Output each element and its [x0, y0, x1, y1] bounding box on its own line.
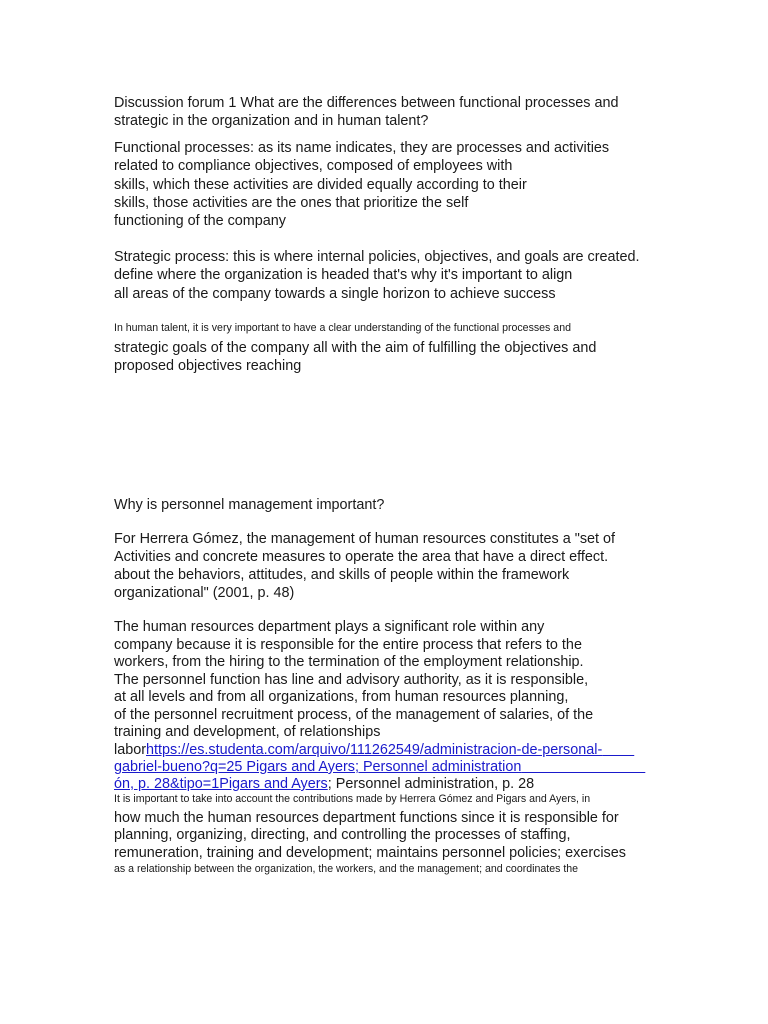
- labor-link-line: [114, 741, 634, 759]
- functional-line: skills, those activities are the ones that prioritize the self: [114, 195, 469, 211]
- strategic-line: all areas of the company towards a single horizon to achieve success: [114, 286, 556, 302]
- functional-line: skills, which these activities are divided equally according to their: [114, 177, 527, 193]
- herrera-line: Activities and concrete measures to operate the area that have a direct effect.: [114, 549, 609, 565]
- hr-department-line: The human resources department plays a significant role within any: [114, 619, 545, 635]
- link-line-2: [114, 758, 645, 776]
- human-talent-line: proposed objectives reaching: [114, 358, 302, 374]
- strategic-line: define where the organization is headed that's why it's important to align: [114, 267, 573, 283]
- herrera-line: For Herrera Gómez, the management of human resources constitutes a "set of: [114, 531, 616, 547]
- hr-department-line: company because it is responsible for the entire process that refers to the: [114, 637, 582, 653]
- functions-line: how much the human resources department functions since it is responsible for: [114, 810, 619, 826]
- functional-line: related to compliance objectives, composed of employees with: [114, 158, 513, 174]
- functional-line: Functional processes: as its name indicates, they are processes and activities: [114, 140, 610, 156]
- hr-department-line: The personnel function has line and advisory authority, as it is responsible,: [114, 672, 589, 688]
- studenta-source-link[interactable]: https://es.studenta.com/arquivo/111262549/administracion-de-personal-: [146, 742, 603, 758]
- functional-line: functioning of the company: [114, 213, 286, 229]
- strategic-line: Strategic process: this is where internal policies, objectives, and goals are created.: [114, 249, 640, 265]
- link-line-3: [114, 775, 534, 793]
- herrera-line: about the behaviors, attitudes, and skills of people within the framework: [114, 567, 570, 583]
- link-underline-pad[interactable]: [602, 742, 634, 758]
- title-line-2: strategic in the organization and in human talent?: [114, 113, 429, 129]
- functions-line: remuneration, training and development; maintains personnel policies; exercises: [114, 845, 626, 861]
- citation-suffix: ; Personnel administration, p. 28: [327, 776, 535, 792]
- human-talent-small-line: In human talent, it is very important to have a clear understanding of the functional processes and: [114, 322, 571, 334]
- human-talent-line: strategic goals of the company all with the aim of fulfilling the objectives and: [114, 340, 597, 356]
- title-line-1: Discussion forum 1 What are the differences between functional processes and: [114, 95, 619, 111]
- hr-department-line: of the personnel recruitment process, of the management of salaries, of the: [114, 707, 594, 723]
- link-underline-pad[interactable]: [521, 759, 645, 775]
- studenta-source-link-end[interactable]: ón, p. 28&tipo=1Pigars and Ayers: [114, 776, 328, 792]
- contributions-small-line: It is important to take into account the contributions made by Herrera Gómez and Pigars and Ayers, in: [114, 793, 591, 805]
- hr-department-line: training and development, of relationships: [114, 724, 381, 740]
- functions-line: planning, organizing, directing, and controlling the processes of staffing,: [114, 827, 571, 843]
- studenta-source-link-cont[interactable]: gabriel-bueno?q=25 Pigars and Ayers; Personnel administration: [114, 759, 522, 775]
- labor-prefix: labor: [114, 742, 146, 758]
- hr-department-line: workers, from the hiring to the termination of the employment relationship.: [114, 654, 584, 670]
- question-personnel-management: Why is personnel management important?: [114, 497, 385, 513]
- herrera-line: organizational" (2001, p. 48): [114, 585, 295, 601]
- hr-department-line: at all levels and from all organizations, from human resources planning,: [114, 689, 569, 705]
- relationship-small-line: as a relationship between the organization, the workers, and the management; and coordinates the: [114, 863, 579, 875]
